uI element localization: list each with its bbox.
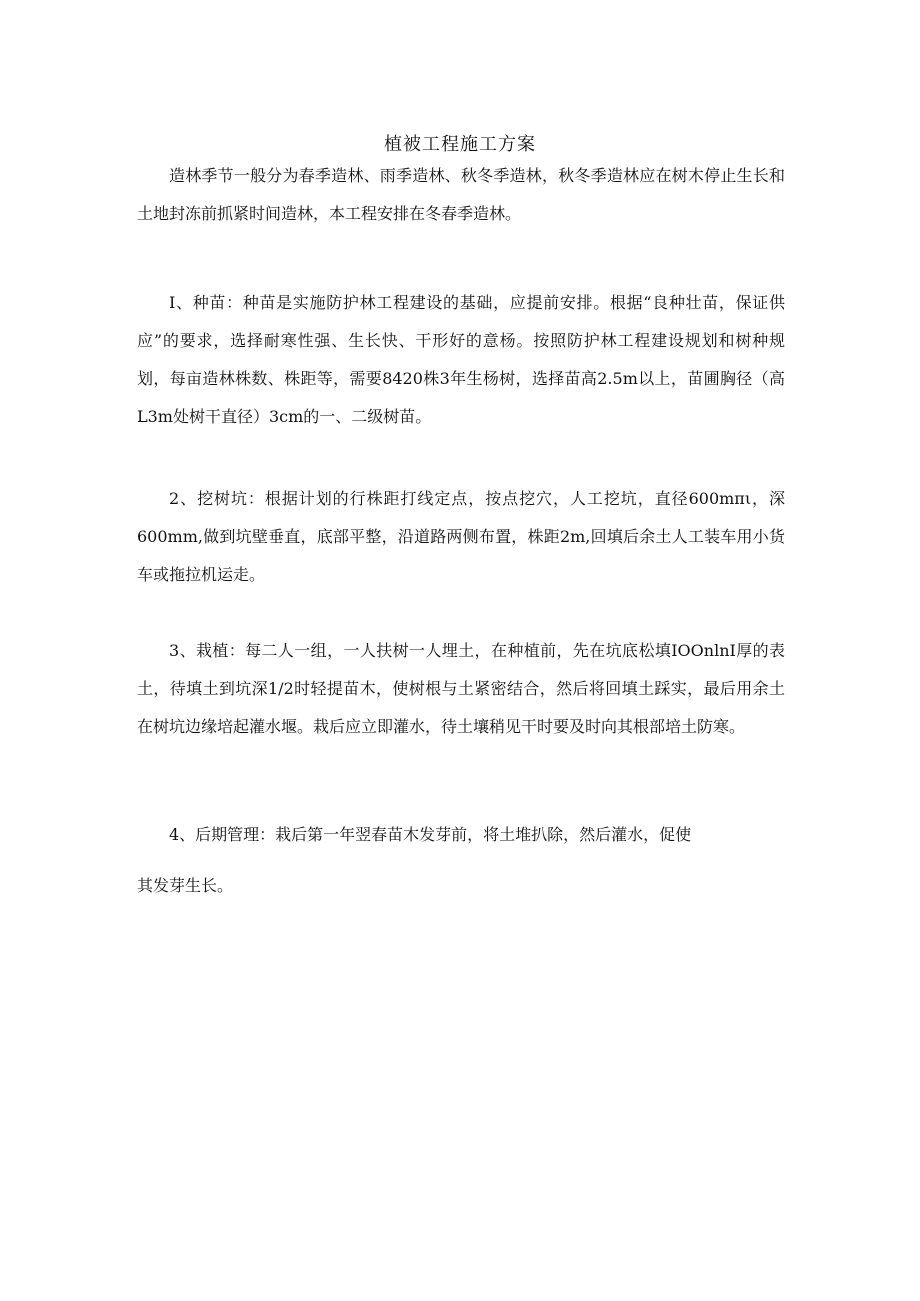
paragraph-digging-pits: 2、挖树坑：根据计划的行株距打线定点，按点挖穴，人工挖坑，直径600mπι，深600mm,做到坑壁垂直，底部平整，沿道路两侧布置，株距2m,回填后余土人工装车用小货车或拖拉机运走。 — [137, 489, 785, 584]
paragraph-planting: 3、栽植：每二人一组，一人扶树一人埋土，在种植前，先在坑底松填IOOnlnI厚的表土，待填土到坑深1/2时轻提苗木，使树根与土紧密结合，然后将回填土踩实，最后用余土在树坑边缘培起灌水堰。栽后应立即灌水，待土壤稍见干时要及时向其根部培土防寒。 — [137, 641, 785, 736]
paragraph-continuation: 其发芽生长。 — [137, 876, 234, 895]
document-title: 植被工程施工方案 — [384, 134, 536, 155]
paragraph-seedlings: I、种苗：种苗是实施防护林工程建设的基础，应提前安排。根据“良种壮苗，保证供应”的要求，选择耐寒性强、生长快、干形好的意杨。按照防护林工程建设规划和树种规划，每亩造林株数、株距等，需要8420株3年生杨树，选择苗高2.5m以上，苗圃胸径（高L3m处树干直径）3cm的一、二级树苗。 — [137, 293, 785, 426]
paragraph-intro: 造林季节一般分为春季造林、雨季造林、秋冬季造林，秋冬季造林应在树木停止生长和土地封冻前抓紧时间造林，本工程安排在冬春季造林。 — [137, 166, 785, 223]
paragraph-later-management: 4、后期管理：栽后第一年翌春苗木发芽前，将土堆扒除，然后灌水，促使 — [169, 825, 692, 844]
